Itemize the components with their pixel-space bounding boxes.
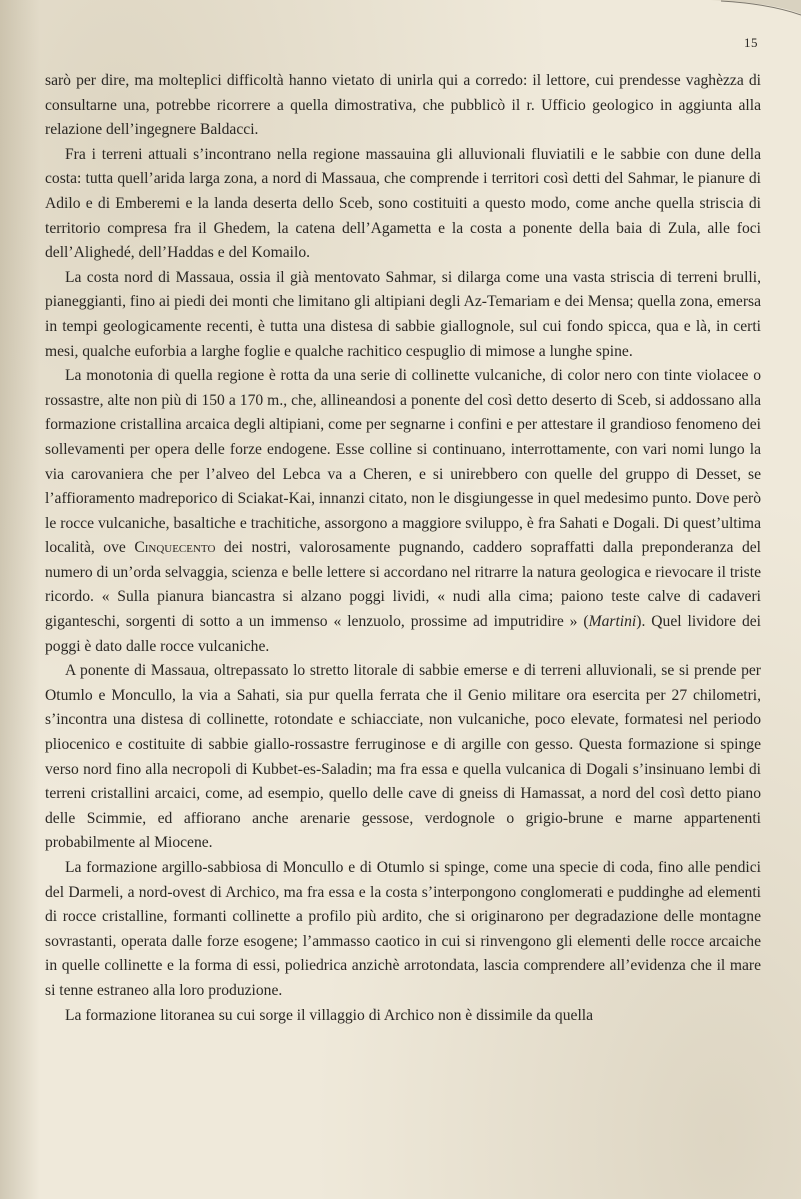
paragraph: La costa nord di Massaua, ossia il già mentovato Sahmar, si dilarga come una vasta striscia di terreni brulli, pianeggianti, fino ai piedi dei monti che limitano gli altipiani degli Az-Temariam e dei Mensa; quella zona, emersa in tempi geologicamente recenti, è tutta una distesa di sabbie giallognole, sul cui fondo spicca, qua e là, in certi mesi, qualche euforbia a larghe foglie e qualche rachitico cespuglio di mimose a lunghe spine. bbox=[45, 268, 761, 360]
paragraph: Fra i terreni attuali s’incontrano nella regione massauina gli alluvionali fluviatili e le sabbie con dune della costa: tutta quell’arida larga zona, a nord di Massaua, che comprende i territori così detti del Sahmar, le pianure di Adilo e di Emberemi e la landa deserta dello Sceb, sono costituiti a questo modo, come anche quella striscia di territorio compresa fra il Ghedem, la catena dell’Agametta e la costa a ponente della baia di Zula, alle foci dell’Alighedé, dell’Haddas e del Komailo. bbox=[45, 145, 761, 262]
italic-citation: Martini bbox=[588, 613, 637, 631]
page-corner-curl bbox=[711, 0, 801, 22]
paragraph: La formazione litoranea su cui sorge il villaggio di Archico non è dissimile da quella bbox=[65, 1006, 594, 1024]
page-number: 15 bbox=[744, 35, 758, 50]
paragraph: sarò per dire, ma molteplici difficoltà hanno vietato di unirla qui a corredo: il lettore, cui prendesse vaghèzza di consultarne una, potrebbe ricorrere a quella dimostrativa, che pubblicò il r. Ufficio geologico in aggiunta alla relazione dell’ingegnere Baldacci. bbox=[45, 72, 761, 139]
paragraph: La monotonia di quella regione è rotta da una serie di collinette vulcaniche, di color nero con tinte violacee o rossastre, alte non più di 150 a 170 m., che, allineandosi a ponente del così detto deserto di Sceb, si addossano alla formazione cristallina arcaica degli altipiani, come per segnarne i confini e per attestare il grandioso fenomeno dei sollevamenti per opera delle forze endogene. Esse colline si continuano, interrottamente, con vari nomi lungo la via carovaniera che per l’alveo del Lebca va a Cheren, e si unirebbero con quelle del gruppo di Desset, se l’affioramento madreporico di Sciakat-Kai, innanzi citato, non le disgiungesse in quel medesimo punto. Dove però le rocce vulcaniche, basaltiche e trachitiche, assorgono a maggiore sviluppo, è fra Sahati e Dogali. Di quest’ultima località, ove Cinquecento dei nostri, valorosamente pugnando, caddero sopraffatti dalla preponderanza del numero di un’orda selvaggia, scienza e belle lettere si accordano nel ritrarre la natura geologica e rievocare il triste ricordo. « Sulla pianura biancastra si alzano poggi lividi, « nudi alla cima; paiono teste calve di cadaveri giganteschi, sorgenti di sotto a un immenso « lenzuolo, prossime ad imputridire » (Martini). Quel lividore dei poggi è dato dalle rocce vulcaniche. bbox=[45, 367, 761, 655]
body-text bbox=[45, 69, 761, 1028]
small-caps-word: Cinquecento bbox=[134, 539, 216, 557]
paragraph: La formazione argillo-sabbiosa di Moncullo e di Otumlo si spinge, come una specie di coda, fino alle pendici del Darmeli, a nord-ovest di Archico, ma fra essa e la costa s’interpongono conglomerati e puddinghe ad elementi di rocce cristalline, formanti collinette a profilo più ardito, che si originarono per degradazione delle montagne sovrastanti, operata dalle forze esogene; l’ammasso caotico in cui si rinvengono gli elementi delle rocce arcaiche in quelle collinette e la forma di essi, poliedrica anzichè arrotondata, lascia comprendere all’evidenza che il mare si tenne estraneo alla loro produzione. bbox=[45, 859, 761, 999]
paragraph: A ponente di Massaua, oltrepassato lo stretto litorale di sabbie emerse e di terreni alluvionali, se si prende per Otumlo e Moncullo, la via a Sahati, sia pur quella ferrata che il Genio militare ora esercita per 27 chilometri, s’incontra una distesa di collinette, rotondate e schiacciate, non vulcaniche, poco elevate, formatesi nel periodo pliocenico e costituite di sabbie giallo-rossastre ferruginose e di argille con gesso. Questa formazione si spinge verso nord fino alla necropoli di Kubbet-es-Saladin; ma fra essa e quella vulcanica di Dogali s’insinuano lembi di terreni cristallini arcaici, come, ad esempio, quello delle cave di gneiss di Hamassat, a nord del così detto piano delle Scimmie, ed affiorano anche arenarie gessose, verdognole o grigio-brune e marne appartenenti probabilmente al Miocene. bbox=[45, 662, 761, 852]
